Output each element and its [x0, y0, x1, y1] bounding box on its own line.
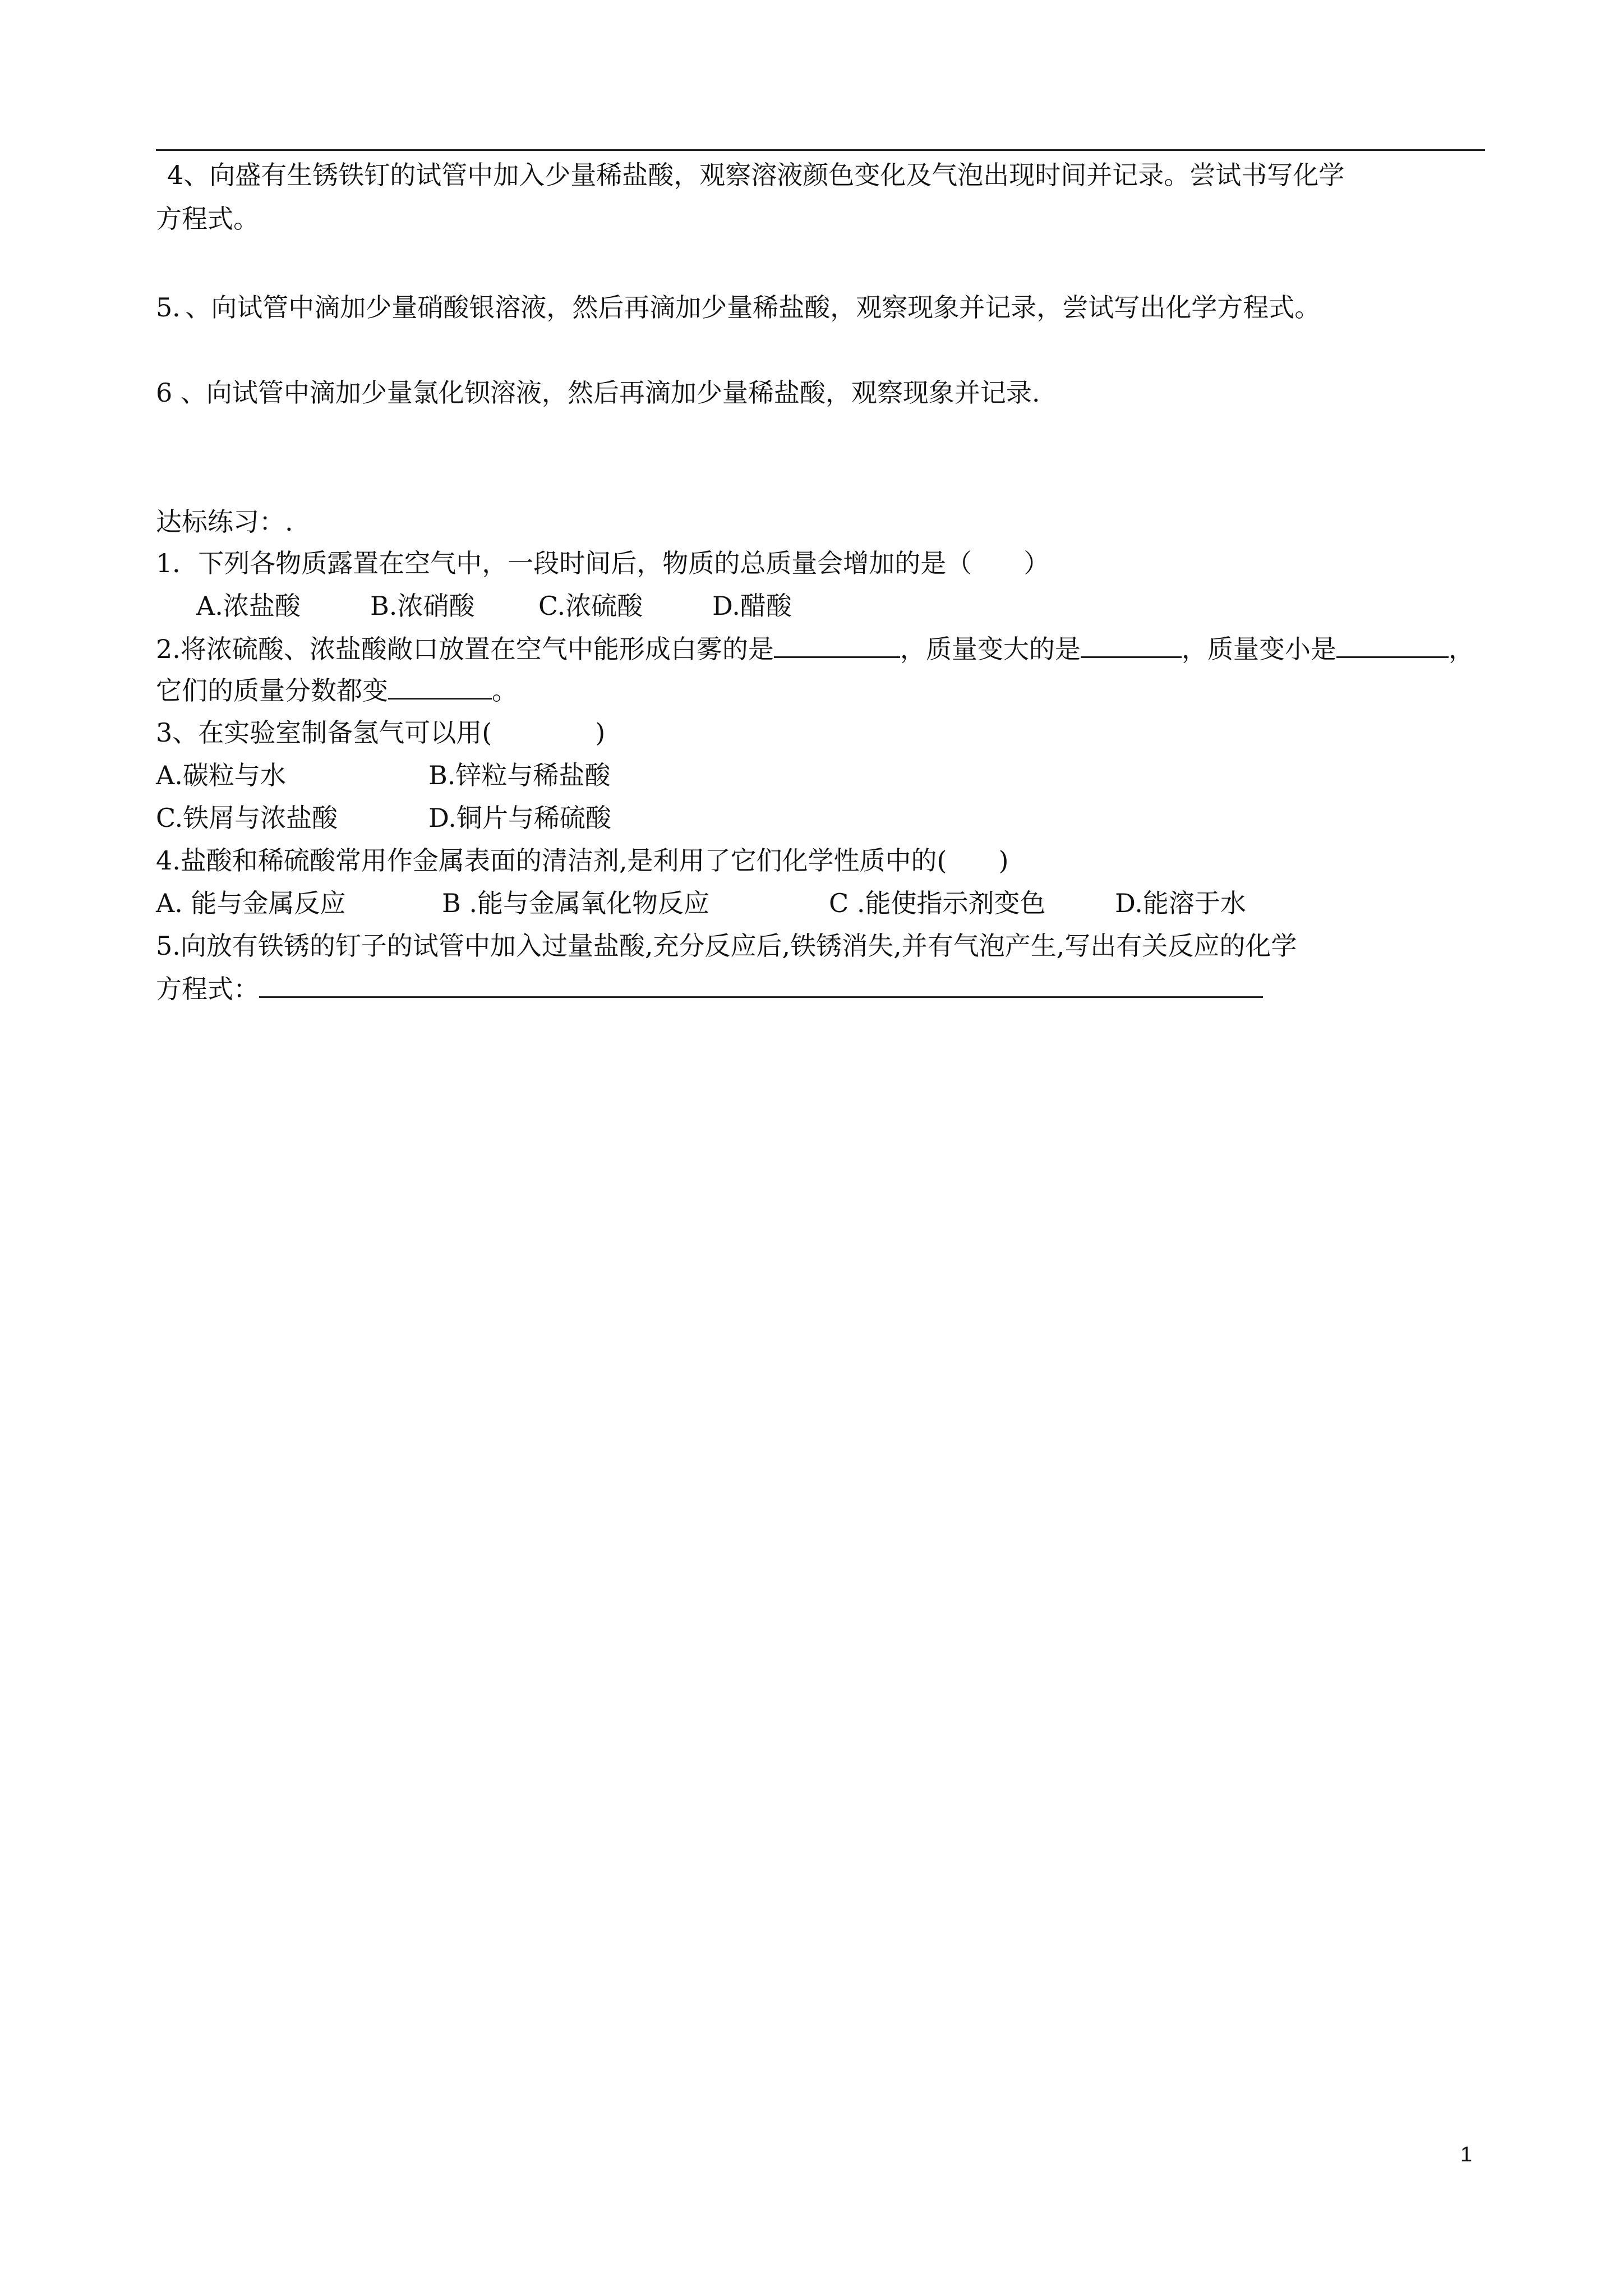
- question-2-blank-3[interactable]: [1336, 632, 1449, 658]
- question-4-stem: 4.盐酸和稀硫酸常用作金属表面的清洁剂,是利用了它们化学性质中的( ): [156, 845, 1009, 876]
- experiment-item-5: 5．、向试管中滴加少量硝酸银溶液，然后再滴加少量稀盐酸，观察现象并记录，尝试写出化学方程式。: [156, 292, 1321, 323]
- practice-heading: 达标练习：.: [156, 507, 293, 537]
- question-3-option-b: B.锌粒与稀盐酸: [428, 760, 611, 790]
- question-3-option-a: A.碳粒与水: [156, 760, 286, 790]
- question-2-text-3: ，质量变小是: [1181, 634, 1336, 664]
- question-3-option-d: D.铜片与稀硫酸: [428, 803, 611, 833]
- question-1-option-d: D.醋酸: [712, 591, 792, 621]
- page-number: 1: [1460, 2143, 1473, 2166]
- experiment-item-4-line1: 4、向盛有生锈铁钉的试管中加入少量稀盐酸，观察溶液颜色变化及气泡出现时间并记录。尝试书写化学: [167, 160, 1345, 190]
- question-2-text-1: 2.将浓硫酸、浓盐酸敞口放置在空气中能形成白雾的是: [156, 634, 774, 664]
- question-2-text-4: ，: [1448, 634, 1474, 664]
- question-3-options-row1: [156, 758, 610, 792]
- question-2-text-2: ，质量变大的是: [900, 634, 1081, 664]
- question-4-option-a: A. 能与金属反应: [156, 888, 346, 918]
- question-3-stem: 3、在实验室制备氢气可以用( ): [156, 717, 606, 748]
- question-3-options-row2: [156, 801, 611, 835]
- question-2-text-6: 。: [492, 675, 518, 706]
- question-5-answer-blank[interactable]: [259, 972, 1263, 998]
- experiment-item-4-line2: 方程式。: [156, 204, 259, 234]
- header-rule: [156, 149, 1485, 151]
- question-4-option-d: D.能溶于水: [1115, 888, 1246, 918]
- question-5-label: 方程式：: [156, 974, 259, 1004]
- question-2-text-5: 它们的质量分数都变: [156, 675, 388, 706]
- question-5-line2: [156, 972, 1263, 1006]
- question-2-blank-2[interactable]: [1081, 632, 1182, 658]
- question-4-option-c: C .能使指示剂变色: [829, 888, 1046, 918]
- question-4-options: [156, 886, 1246, 920]
- question-1-options: [196, 589, 792, 623]
- question-5-line1: 5.向放有铁锈的钉子的试管中加入过量盐酸,充分反应后,铁锈消失,并有气泡产生,写出有关反应的化学: [156, 931, 1297, 961]
- question-2-blank-4[interactable]: [388, 673, 492, 700]
- question-1-option-c: C.浓硫酸: [538, 591, 643, 621]
- question-1-option-a: A.浓盐酸: [196, 591, 301, 621]
- question-2-blank-1[interactable]: [774, 632, 900, 658]
- question-3-option-c: C.铁屑与浓盐酸: [156, 803, 338, 833]
- question-1-stem: 1．下列各物质露置在空气中，一段时间后，物质的总质量会增加的是（ ）: [156, 548, 1050, 578]
- question-4-option-b: B .能与金属氧化物反应: [442, 888, 710, 918]
- experiment-item-6: 6 、向试管中滴加少量氯化钡溶液，然后再滴加少量稀盐酸，观察现象并记录.: [156, 378, 1040, 408]
- question-1-option-b: B.浓硝酸: [370, 591, 475, 621]
- question-2-line1: [156, 632, 1474, 666]
- question-2-line2: [156, 673, 518, 707]
